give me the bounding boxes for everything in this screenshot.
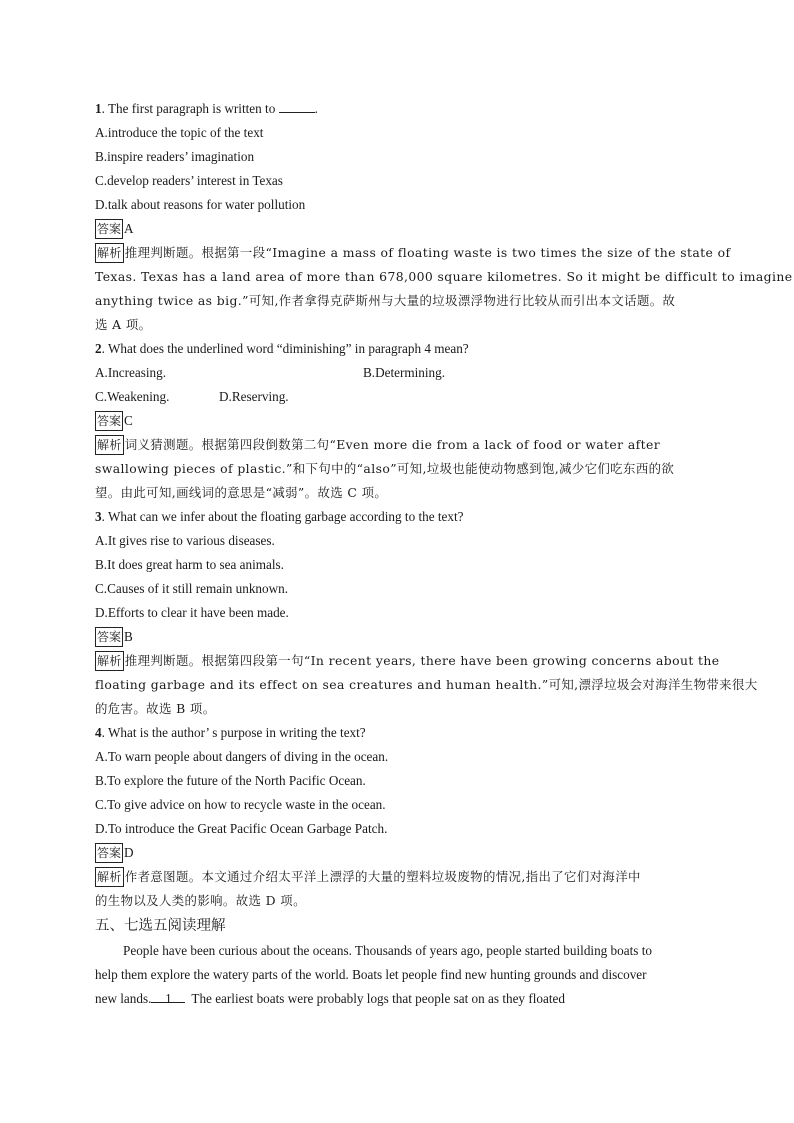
option-d: D.talk about reasons for water pollution: [95, 197, 306, 212]
answer-line: [95, 217, 700, 241]
analysis-line: 解析 词义猜测题。根据第四段倒数第二句“Even more die from a lack of food or water after: [95, 433, 700, 457]
analysis-tag: 解析: [95, 651, 124, 671]
option-d: D.Reserving.: [219, 389, 289, 404]
answer-value: C: [124, 413, 133, 428]
section-title: 五、七选五阅读理解: [95, 918, 226, 934]
analysis-line: swallowing pieces of plastic.”和下句中的“also”可知,垃圾也能使动物感到饱,减少它们吃东西的欲: [95, 461, 675, 476]
analysis-tag: 解析: [95, 243, 124, 263]
option-a: A.It gives rise to various diseases.: [95, 533, 275, 548]
options-cd: [95, 385, 700, 409]
option-c: C.To give advice on how to recycle waste in the ocean.: [95, 797, 386, 812]
question-number: 4: [95, 725, 102, 740]
answer-line: [95, 409, 700, 433]
analysis-line: 的危害。故选 B 项。: [95, 701, 216, 716]
option-c: C.Causes of it still remain unknown.: [95, 581, 289, 596]
answer-value: B: [124, 629, 133, 644]
option-b: B.Determining.: [363, 365, 446, 380]
answer-value: D: [124, 845, 134, 860]
answer-tag: 答案: [95, 843, 123, 863]
analysis-line: 选 A 项。: [95, 317, 152, 332]
worksheet-page: [95, 97, 793, 1011]
question-4-stem: 4. What is the author’ s purpose in writing the text?: [95, 725, 366, 740]
analysis-line: 解析 推理判断题。根据第一段“Imagine a mass of floating waste is two times the size of the state of: [95, 241, 700, 265]
analysis-line: 的生物以及人类的影响。故选 D 项。: [95, 893, 306, 908]
passage-line: People have been curious about the oceans. Thousands of years ago, people started building boats to: [123, 943, 652, 958]
option-b: B.inspire readers’ imagination: [95, 149, 255, 164]
option-a: A.Increasing.: [95, 365, 167, 380]
answer-line: [95, 841, 700, 865]
option-a: A.To warn people about dangers of diving in the ocean.: [95, 749, 389, 764]
analysis-line: 解析 推理判断题。根据第四段第一句“In recent years, there have been growing concerns about the: [95, 649, 700, 673]
answer-tag: 答案: [95, 627, 123, 647]
analysis-line: 望。由此可知,画线词的意思是“减弱”。故选 C 项。: [95, 485, 388, 500]
passage-line: help them explore the watery parts of the world. Boats let people find new hunting grounds and discover: [95, 967, 647, 982]
option-d: D.To introduce the Great Pacific Ocean Garbage Patch.: [95, 821, 388, 836]
question-number: 2: [95, 341, 102, 356]
question-1-stem: 1. The first paragraph is written to .: [95, 97, 700, 121]
question-2-stem: 2. What does the underlined word “diminishing” in paragraph 4 mean?: [95, 341, 469, 356]
analysis-tag: 解析: [95, 435, 124, 455]
option-b: B.To explore the future of the North Pacific Ocean.: [95, 773, 366, 788]
analysis-line: 解析 作者意图题。本文通过介绍太平洋上漂浮的大量的塑料垃圾废物的情况,指出了它们对海洋中: [95, 865, 700, 889]
analysis-tag: 解析: [95, 867, 124, 887]
option-c: C.Weakening.: [95, 389, 170, 404]
question-number: 3: [95, 509, 102, 524]
analysis-line: floating garbage and its effect on sea creatures and human health.”可知,漂浮垃圾会对海洋生物带来很大: [95, 677, 758, 692]
question-number: 1: [95, 101, 102, 116]
options-ab: [95, 361, 700, 385]
question-3-stem: 3. What can we infer about the floating garbage according to the text?: [95, 509, 464, 524]
passage-blank: 1: [151, 987, 185, 1003]
analysis-line: Texas. Texas has a land area of more than 678,000 square kilometres. So it might be difficult to imagine: [95, 269, 793, 284]
option-d: D.Efforts to clear it have been made.: [95, 605, 289, 620]
passage-line: new lands. 1 The earliest boats were probably logs that people sat on as they floated: [95, 987, 700, 1011]
answer-tag: 答案: [95, 411, 123, 431]
answer-value: A: [124, 221, 134, 236]
answer-blank: [279, 97, 315, 113]
option-c: C.develop readers’ interest in Texas: [95, 173, 283, 188]
answer-tag: 答案: [95, 219, 123, 239]
option-a: A.introduce the topic of the text: [95, 125, 264, 140]
answer-line: [95, 625, 700, 649]
analysis-line: anything twice as big.”可知,作者拿得克萨斯州与大量的垃圾漂浮物进行比较从而引出本文话题。故: [95, 293, 676, 308]
option-b: B.It does great harm to sea animals.: [95, 557, 284, 572]
